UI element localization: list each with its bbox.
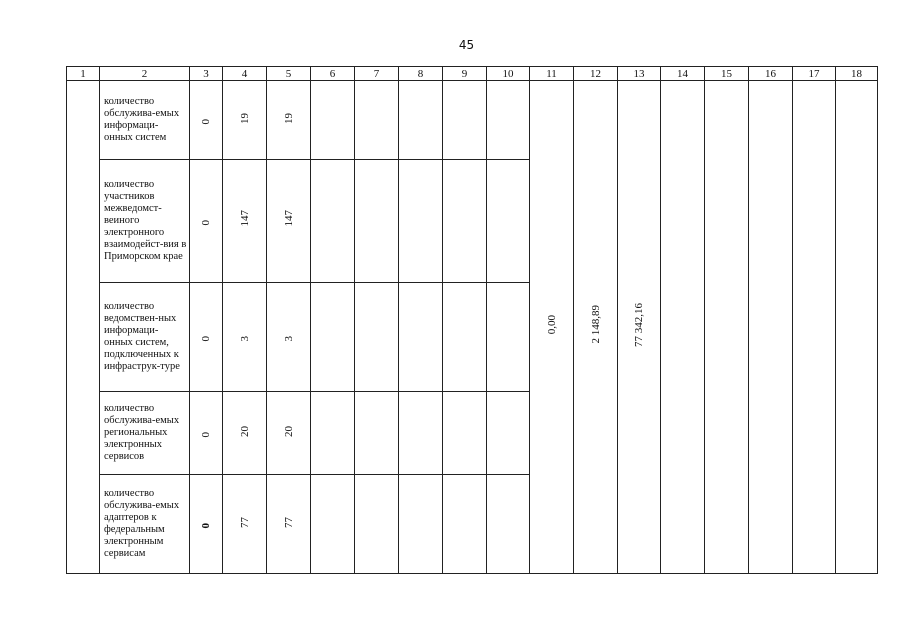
merged-cell-col11 (530, 81, 574, 574)
merged-cell-col16 (749, 81, 793, 574)
column-header-12: 12 (574, 67, 618, 81)
cell-col4 (223, 160, 267, 283)
column-header-3: 3 (190, 67, 223, 81)
column-header-11: 11 (530, 67, 574, 81)
indicator-name: количество ведомствен-ных информаци-онных систем, подключенных к инфраструк-туре (100, 283, 190, 392)
header-row (67, 67, 878, 81)
column-header-1: 1 (67, 67, 100, 81)
cell-col4 (223, 392, 267, 475)
target-value: 20 (282, 426, 295, 437)
base-value: 0 (200, 219, 212, 225)
cell-col7 (355, 475, 399, 574)
cell-col3 (190, 475, 223, 574)
column-header-15: 15 (705, 67, 749, 81)
document-table (66, 66, 878, 574)
cell-col8 (399, 160, 443, 283)
column-header-16: 16 (749, 67, 793, 81)
column-header-14: 14 (661, 67, 705, 81)
table-row (67, 81, 878, 160)
cell-col3 (190, 81, 223, 160)
cell-col9 (443, 475, 487, 574)
cell-col3 (190, 392, 223, 475)
plan-value: 77 (238, 517, 251, 528)
column-header-5: 5 (267, 67, 311, 81)
cell-col8 (399, 81, 443, 160)
cell-col9 (443, 160, 487, 283)
cell-col7 (355, 392, 399, 475)
column-header-7: 7 (355, 67, 399, 81)
cell-col4 (223, 81, 267, 160)
finance-value-col11: 0,00 (545, 314, 558, 335)
base-value: 0 (200, 431, 212, 437)
column-header-4: 4 (223, 67, 267, 81)
merged-cell-col12 (574, 81, 618, 574)
target-value: 77 (282, 517, 295, 528)
cell-col5 (267, 160, 311, 283)
column-header-6: 6 (311, 67, 355, 81)
column-header-13: 13 (618, 67, 661, 81)
cell-col4 (223, 475, 267, 574)
cell-col10 (487, 475, 530, 574)
cell-col3 (190, 283, 223, 392)
merged-cell-col15 (705, 81, 749, 574)
cell-col9 (443, 81, 487, 160)
plan-value: 3 (238, 335, 251, 341)
plan-value: 19 (238, 113, 251, 124)
cell-col7 (355, 81, 399, 160)
base-value: 0 (200, 522, 212, 528)
cell-col8 (399, 392, 443, 475)
finance-value-col13: 77 342,16 (633, 302, 645, 347)
base-value: 0 (200, 335, 212, 341)
cell-col9 (443, 283, 487, 392)
column-header-10: 10 (487, 67, 530, 81)
cell-col7 (355, 160, 399, 283)
cell-col10 (487, 160, 530, 283)
base-value: 0 (200, 118, 212, 124)
column-header-2: 2 (100, 67, 190, 81)
cell-col5 (267, 283, 311, 392)
cell-col6 (311, 81, 355, 160)
finance-value-col12: 2 148,89 (589, 305, 602, 344)
cell-col6 (311, 160, 355, 283)
merged-cell-col14 (661, 81, 705, 574)
target-value: 147 (282, 210, 295, 227)
cell-col3 (190, 160, 223, 283)
column-header-17: 17 (793, 67, 836, 81)
cell-col1 (67, 81, 100, 574)
plan-value: 20 (238, 426, 251, 437)
cell-col6 (311, 475, 355, 574)
cell-col5 (267, 475, 311, 574)
indicator-name: количество обслужива-емых региональных электронных сервисов (100, 392, 190, 475)
cell-col7 (355, 283, 399, 392)
column-header-8: 8 (399, 67, 443, 81)
page-number: 45 (458, 38, 475, 52)
cell-col8 (399, 283, 443, 392)
cell-col5 (267, 81, 311, 160)
target-value: 3 (282, 335, 295, 341)
cell-col10 (487, 392, 530, 475)
cell-col10 (487, 283, 530, 392)
cell-col9 (443, 392, 487, 475)
target-value: 19 (282, 113, 295, 124)
cell-col6 (311, 392, 355, 475)
indicator-name: количество участников межведомст-веиного электронного взаимодейст-вия в Приморском крае (100, 160, 190, 283)
column-header-18: 18 (836, 67, 878, 81)
indicator-name: количество обслужива-емых адаптеров к федеральным электронным сервисам (100, 475, 190, 574)
cell-col4 (223, 283, 267, 392)
plan-value: 147 (238, 210, 251, 227)
indicator-name: количество обслужива-емых информаци-онных систем (100, 81, 190, 160)
cell-col5 (267, 392, 311, 475)
cell-col6 (311, 283, 355, 392)
cell-col10 (487, 81, 530, 160)
merged-cell-col18 (836, 81, 878, 574)
merged-cell-col13 (618, 81, 661, 574)
merged-cell-col17 (793, 81, 836, 574)
cell-col8 (399, 475, 443, 574)
column-header-9: 9 (443, 67, 487, 81)
